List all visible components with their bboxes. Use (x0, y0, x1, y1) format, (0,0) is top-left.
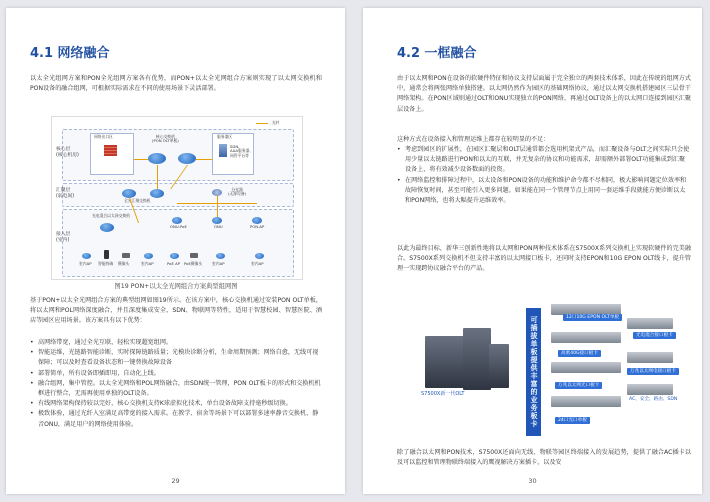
chassis-label: S7500X新一代OLT (421, 391, 465, 397)
fiber-link (157, 165, 158, 189)
page-30 (363, 8, 702, 494)
fiber-link (134, 159, 148, 160)
board-tag: 万兆以太网光口板卡 (555, 382, 602, 389)
board-card (551, 332, 621, 343)
device-label: 室内AP (212, 261, 225, 266)
list-item: • 高网络带宽，通过全光互联，轻松实现超宽组网。 (30, 338, 322, 348)
fiber-legend-line (256, 123, 268, 124)
fiber-link (217, 196, 218, 217)
board-card (551, 396, 621, 407)
pon-ap-icon (252, 217, 262, 224)
feature-label: AC、安全、路由、SDN (629, 397, 678, 402)
section-title: 4.2 一框融合 (397, 46, 477, 61)
fiber-switch-label: 光电混合以太网交换机 (92, 213, 130, 218)
aggregation-switch-label: 全光汇聚交换机 (124, 198, 151, 203)
camera-icon (122, 253, 130, 258)
zone-aggregation-label: 汇聚层 (弱电间) (56, 188, 75, 199)
figure-caption: 图19 PON+以太全光网组合方案典型组网图 (114, 283, 238, 290)
device-label: PoE AP (167, 261, 180, 266)
intro-paragraph: 以太全光组网方案和PON全光组网方案各有优势，而PON+以太全光网组合方案则实现了以太网交换机和PON设备的融合组网，可根据实际需求在不同的使用场景下灵活部署。 (30, 75, 322, 93)
core-switch-icon (178, 153, 196, 164)
drawback-list (397, 145, 691, 206)
indoor-ap-icon (82, 253, 91, 259)
network-diagram (51, 116, 303, 280)
aggregation-switch-icon (150, 189, 164, 198)
fiber-link (196, 159, 212, 160)
product-figure (413, 292, 678, 440)
device-label: 摄像头 (118, 261, 130, 266)
board-card (627, 384, 673, 395)
board-card (627, 352, 673, 363)
fiber-legend-label: 光纤 (272, 120, 280, 125)
board-tag: 12口10G EPON OLT单板 (563, 314, 622, 321)
indoor-ap-icon (216, 253, 225, 259)
chassis-image (463, 328, 491, 390)
list-item: • 融合组网，集中管控。以太全光网络和POL网络融合，由SDN统一管理，PON OLT板卡的形式和交换机机框进行整合，无需再使用单独的OLT设备。 (30, 379, 322, 399)
server-icon (219, 144, 227, 157)
indoor-ap-icon (144, 253, 153, 259)
aggregation-switch-icon (122, 189, 136, 198)
device-label: 室内AP (79, 261, 92, 266)
board-card (627, 318, 673, 329)
core-switch-icon (148, 153, 166, 164)
fiber-switch-icon (100, 223, 114, 232)
board-tag: 高密40G接口板卡 (558, 350, 601, 357)
phone-icon (104, 250, 109, 259)
page-number: 29 (171, 477, 180, 485)
device-label: 智能终端 (98, 261, 114, 266)
device-label: 室内AP (251, 261, 264, 266)
list-item: • 智能运维，光链路智能诊断，实时探障链路质量；光模块诊断分析，生命周期预测；网络自愈，无线可视保障；可以及时查看设备状态和一键替换故障设备 (30, 348, 322, 368)
page-29 (6, 8, 345, 494)
feature-band: 可插拔单板提供丰富的业务板卡 (526, 308, 541, 436)
server-detail-label: SDN、 AAA服务器、 网管平台等 (230, 144, 254, 158)
list-item: • 极致体验，通过光纤入室满足高带宽的接入需求。在教学、宿舍等场景下可以部署多速率静音交换机、静音ONU，满足用户的网络使用体验。 (30, 409, 322, 429)
chassis-image (489, 344, 509, 388)
list-item: • 在网络监控和排障过程中，以太设备和PON设备的功能和维护命令都不尽相同，极大影响问题定位效率和故障恢复时间，甚至可能引入更多问题。如果能在同一个管理节点上用同一套运维手段就能方便诊断以太和PON网络，也将大幅提升运维效率。 (397, 176, 691, 207)
exit-zone-label: 网络出口区 (94, 134, 113, 139)
device-label: PoE摄像头 (184, 261, 203, 266)
body-paragraph: 除了融合以太网和PON技术，S7500X还面向无线、物联等园区终端接入的发展趋势，提供了融合AC插卡以及可以监控和管理物联终端接入的鹰视解决方案插卡，以及安 (397, 449, 691, 467)
advantage-list (30, 338, 322, 430)
splitter-icon (212, 189, 222, 196)
intro-paragraph: 由于以太网和PON在设备的软硬件特征和协议支持层面属于完全独立的两套技术体系，因此在传统的组网方式中，通常会将两张网络单独搭建。以太网仍然作为园区的基础网络协议，通过以太网交换机搭建园区三层骨干网络架构。在PON区域则通过OLT和ONU实现独立的PON网络，再通过OLT设备上的以太网口连接到园区汇聚层设备上。 (397, 75, 691, 113)
pon-ap-label: PON-AP (250, 224, 265, 229)
indoor-ap-icon (255, 253, 264, 259)
board-card (551, 362, 621, 373)
board-tag: 万兆以太网电接口板卡 (627, 368, 679, 375)
onu-poe-icon (172, 217, 182, 224)
page-number: 30 (528, 477, 537, 485)
poe-ap-icon (170, 253, 179, 259)
onu-icon (212, 217, 222, 224)
zone-access-label: 接入层 (室内) (56, 232, 71, 243)
onu-label: ONU (214, 224, 223, 229)
firewall-icon (104, 145, 117, 156)
list-item: • 有线网络架构保持较以完好，核心交换机支持K球虚拟化技术，单台设备故障支持毫秒级切换。 (30, 399, 322, 409)
list-item: • 考虑到园区的扩展性，在园区汇聚层和OLT层通常都会选用机架式产品，而汇聚设备与OLT之间实际只会使用少量以太链路进行PON和以太的互联，并无复杂的协议和功能需求，却需额外部署OLT功能集成到汇聚设备上，将有效减少设备数面的投资。 (397, 145, 691, 176)
body-paragraph: 基于PON+以太全光网组合方案的典型组网如图19所示。在该方案中，核心交换机通过安装PON OLT单板，将以太网和POL网络深度融合，并且深度集成安全、SDN、物联网等特性，适用于智慧校园、智慧医院、酒店等园区应用场景。该方案具有以下优势： (30, 297, 322, 325)
list-item: • 部署简单，所有设备即插即用，自动化上线。 (30, 369, 322, 379)
board-tag: 24口光口单板 (555, 417, 590, 424)
zone-core-label: 核心层 (核心机房) (56, 147, 79, 158)
device-label: 室内AP (141, 261, 154, 266)
onu-poe-label: ONU-PoE (170, 224, 187, 229)
body-paragraph: 以此为最终目标，新华三创新性地将以太网和PON两种技术体系在S7500X系列交换机上实现软硬件的完美融合。S7500X系列交换机不但支持丰富的以太网接口板卡，还同时支持EPON和10G EPON OLT线卡，提升管理一实现跨协议融合平台的产品。 (397, 245, 691, 273)
fiber-link (177, 203, 257, 204)
board-tag: 光电混合接口板卡 (633, 332, 676, 339)
splitter-label: 分光器 (无源设备) (228, 187, 247, 197)
core-switch-label: 核心交换机 (PON OLT单板) (152, 134, 179, 144)
section-title: 4.1 网络融合 (30, 46, 110, 61)
lead-paragraph: 这种方式在设备接入和管理运维上都存在较明显的不足： (397, 136, 550, 143)
poe-camera-icon (190, 253, 198, 258)
server-zone-label: 服务器区 (217, 134, 233, 139)
chassis-image (425, 336, 465, 388)
